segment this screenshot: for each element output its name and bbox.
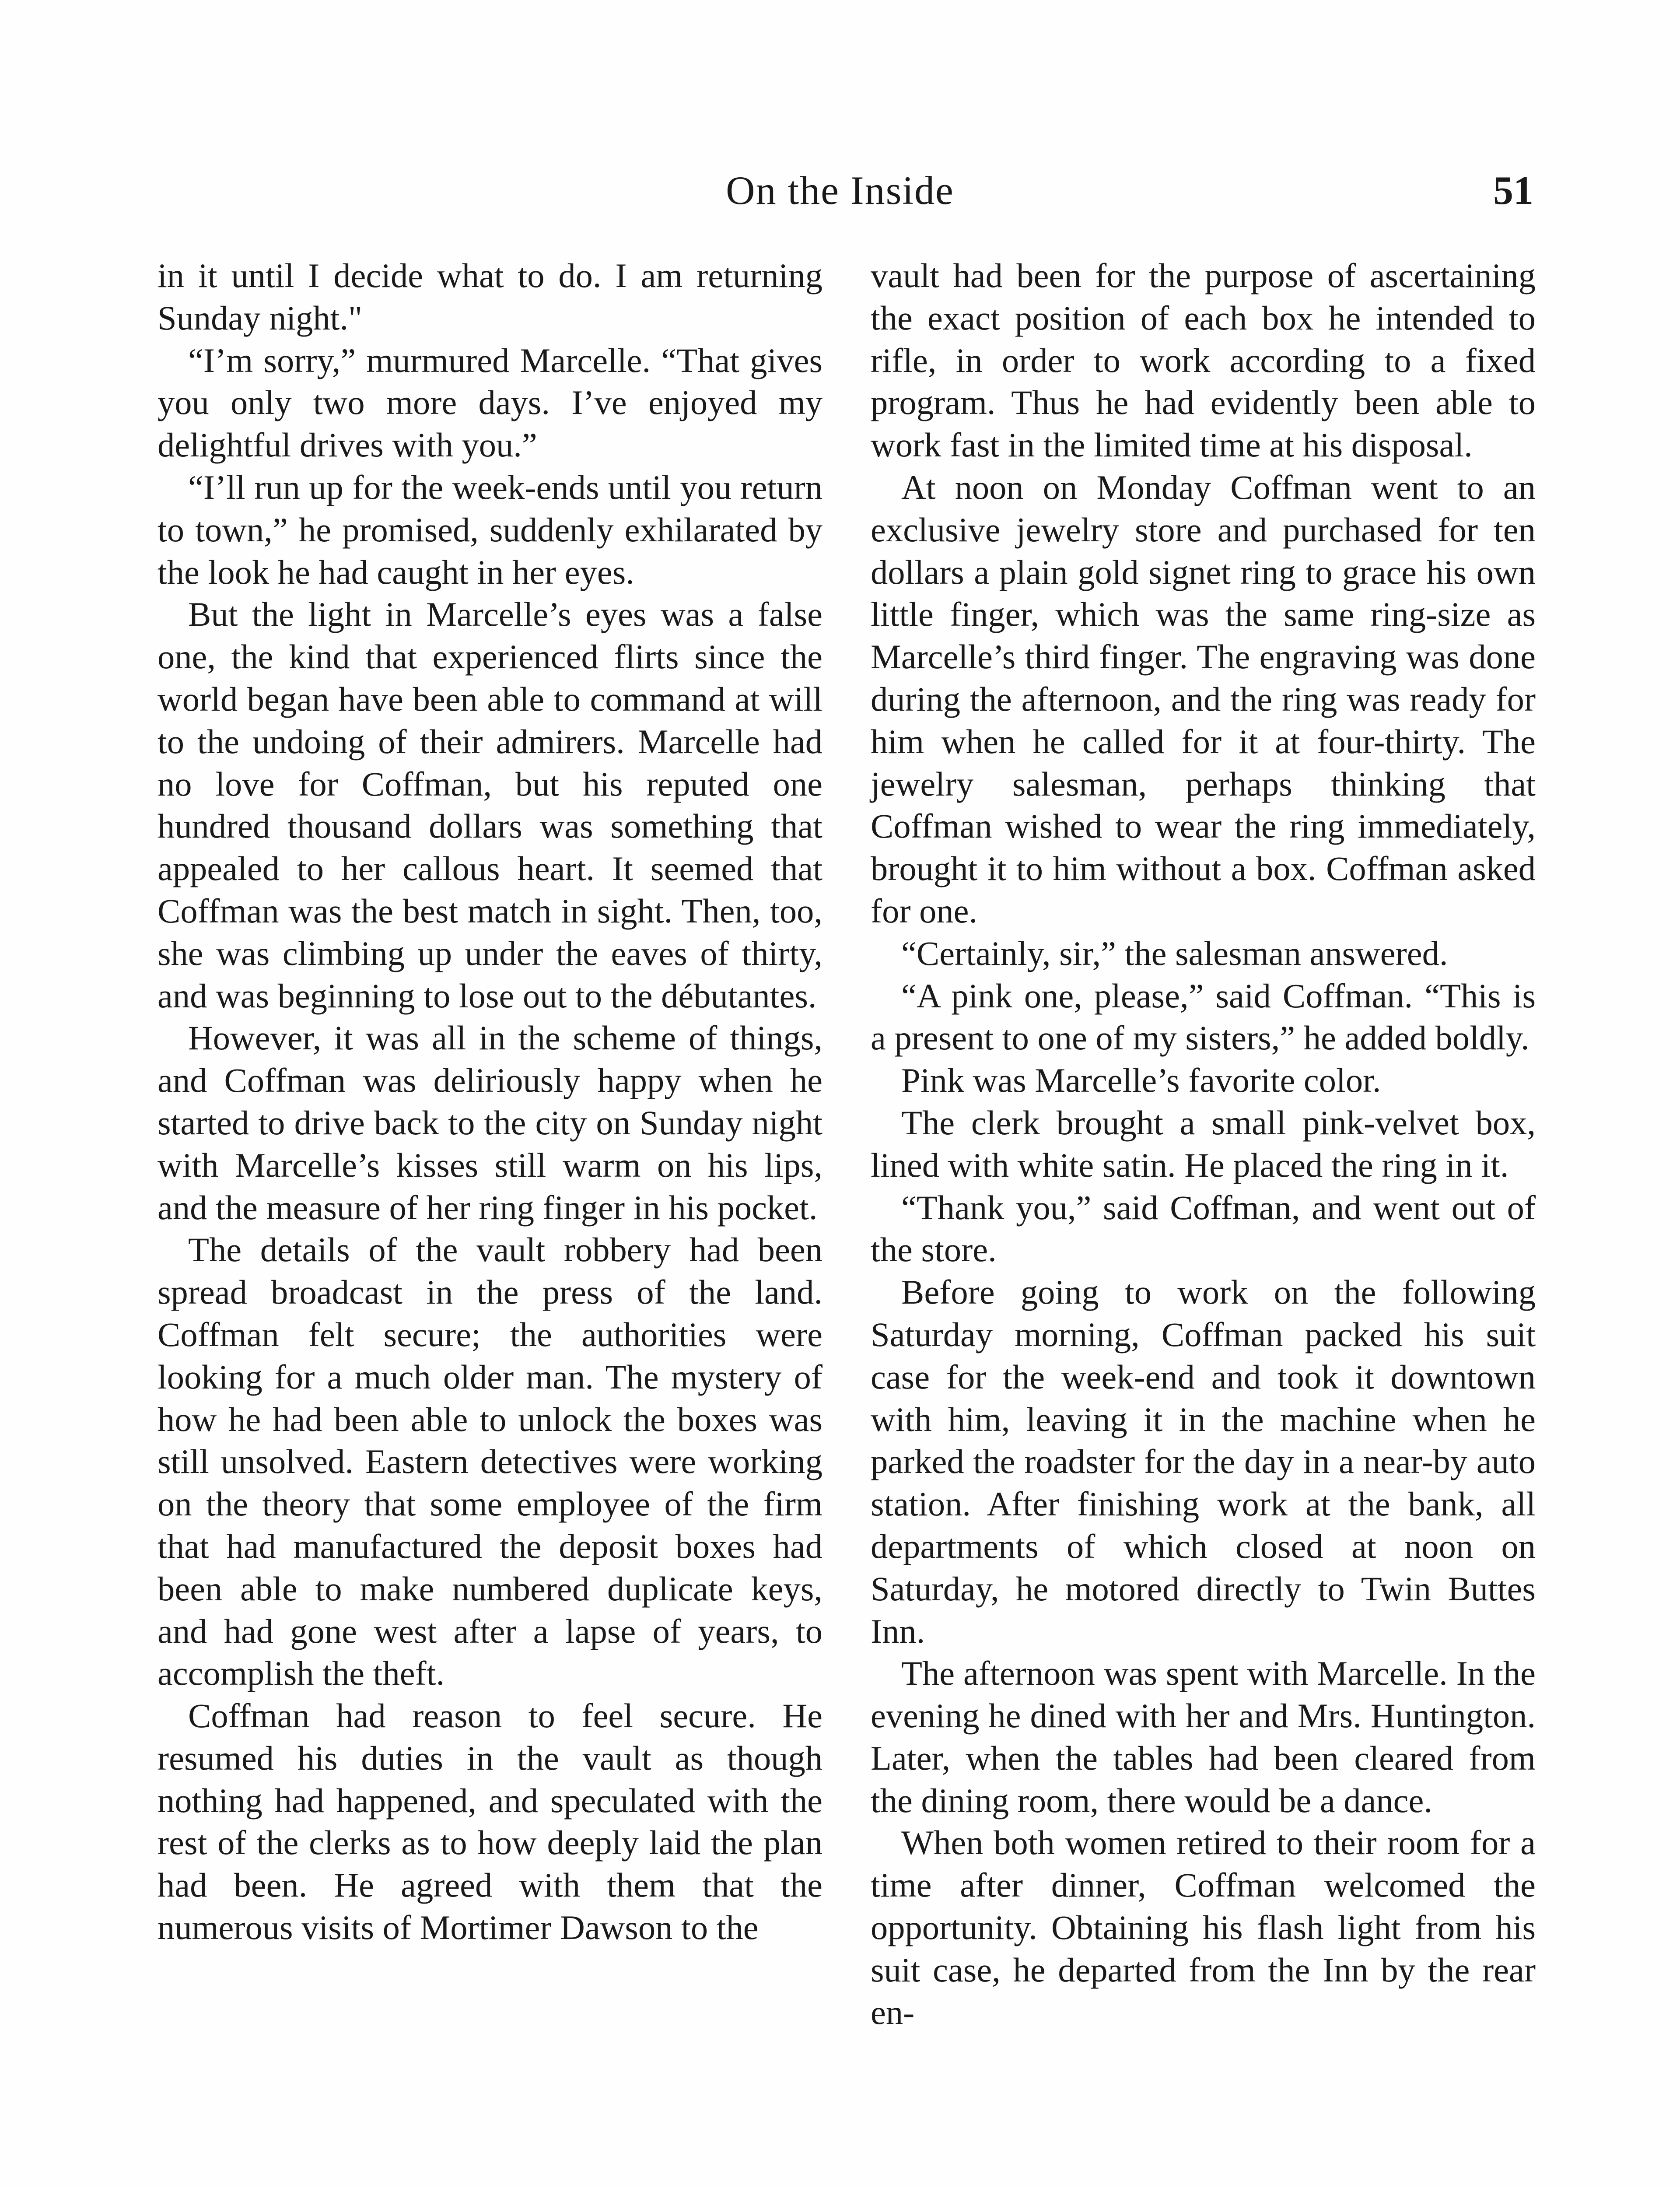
page-number: 51 <box>1493 168 1533 213</box>
paragraph: vault had been for the purpose of ascertaining the exact position of each box he intended to rifle, in order to work according to a fixed program. Thus he had evidently been able to work fast in the limited time at his disposal. <box>871 256 1536 464</box>
right-column <box>871 255 1536 2034</box>
running-head <box>0 166 1680 214</box>
paragraph: The afternoon was spent with Marcelle. In the evening he dined with her and Mrs. Huntington. Later, when the tables had been cleared from the dining room, there would be a dance. <box>871 1654 1536 1820</box>
paragraph: Pink was Marcelle’s favorite color. <box>901 1061 1381 1100</box>
paragraph: “A pink one, please,” said Coffman. “This is a present to one of my sisters,” he added boldly. <box>871 976 1536 1057</box>
paragraph: in it until I decide what to do. I am returning Sunday night." <box>158 256 822 337</box>
paragraph: “I’ll run up for the week-ends until you return to town,” he promised, suddenly exhilarated by the look he had caught in her eyes. <box>158 468 822 591</box>
paragraph: At noon on Monday Coffman went to an exclusive jewelry store and purchased for ten dollars a plain gold signet ring to grace his own little finger, which was the same ring-size as Marcelle’s third finger. The engraving was done during the afternoon, and the ring was ready for him when he called for it at four-thirty. The jewelry salesman, perhaps thinking that Coffman wished to wear the ring immediately, brought it to him without a box. Coffman asked for one. <box>871 468 1536 930</box>
paragraph: “Thank you,” said Coffman, and went out of the store. <box>871 1188 1536 1269</box>
paragraph: “Certainly, sir,” the salesman answered. <box>901 934 1448 972</box>
running-title: On the Inside <box>726 168 954 213</box>
paragraph: But the light in Marcelle’s eyes was a false one, the kind that experienced flirts since the world began have been able to command at will to the undoing of their admirers. Marcelle had no love for Coffman, but his reputed one hundred thousand dollars was something that appealed to her callous heart. It seemed that Coffman was the best match in sight. Then, too, she was climbing up under the eaves of thirty, and was beginning to lose out to the débutantes. <box>158 595 822 1015</box>
paragraph: When both women retired to their room for a time after dinner, Coffman welcomed the opportunity. Obtaining his flash light from his suit case, he departed from the Inn by the rear en- <box>871 1823 1536 2031</box>
paragraph: However, it was all in the scheme of things, and Coffman was deliriously happy when he started to drive back to the city on Sunday night with Marcelle’s kisses still warm on his lips, and the measure of her ring finger in his pocket. <box>158 1019 822 1227</box>
paragraph: The clerk brought a small pink-velvet box, lined with white satin. He placed the ring in it. <box>871 1103 1536 1184</box>
paragraph: Coffman had reason to feel secure. He resumed his duties in the vault as though nothing had happened, and speculated with the rest of the clerks as to how deeply laid the plan had been. He agreed with them that the numerous visits of Mortimer Dawson to the <box>158 1697 822 1947</box>
paragraph: The details of the vault robbery had been spread broadcast in the press of the land. Coffman felt secure; the authorities were looking for a much older man. The mystery of how he had been able to unlock the boxes was still unsolved. Eastern detectives were working on the theory that some employee of the firm that had manufactured the deposit boxes had been able to make numbered duplicate keys, and had gone west after a lapse of years, to accomplish the theft. <box>158 1231 822 1693</box>
left-column <box>158 255 822 1949</box>
paragraph: “I’m sorry,” murmured Marcelle. “That gives you only two more days. I’ve enjoyed my delightful drives with you.” <box>158 341 822 464</box>
paragraph: Before going to work on the following Saturday morning, Coffman packed his suit case for the week-end and took it downtown with him, leaving it in the machine when he parked the roadster for the day in a near-by auto station. After finishing work at the bank, all departments of which closed at noon on Saturday, he motored directly to Twin Buttes Inn. <box>871 1273 1536 1650</box>
